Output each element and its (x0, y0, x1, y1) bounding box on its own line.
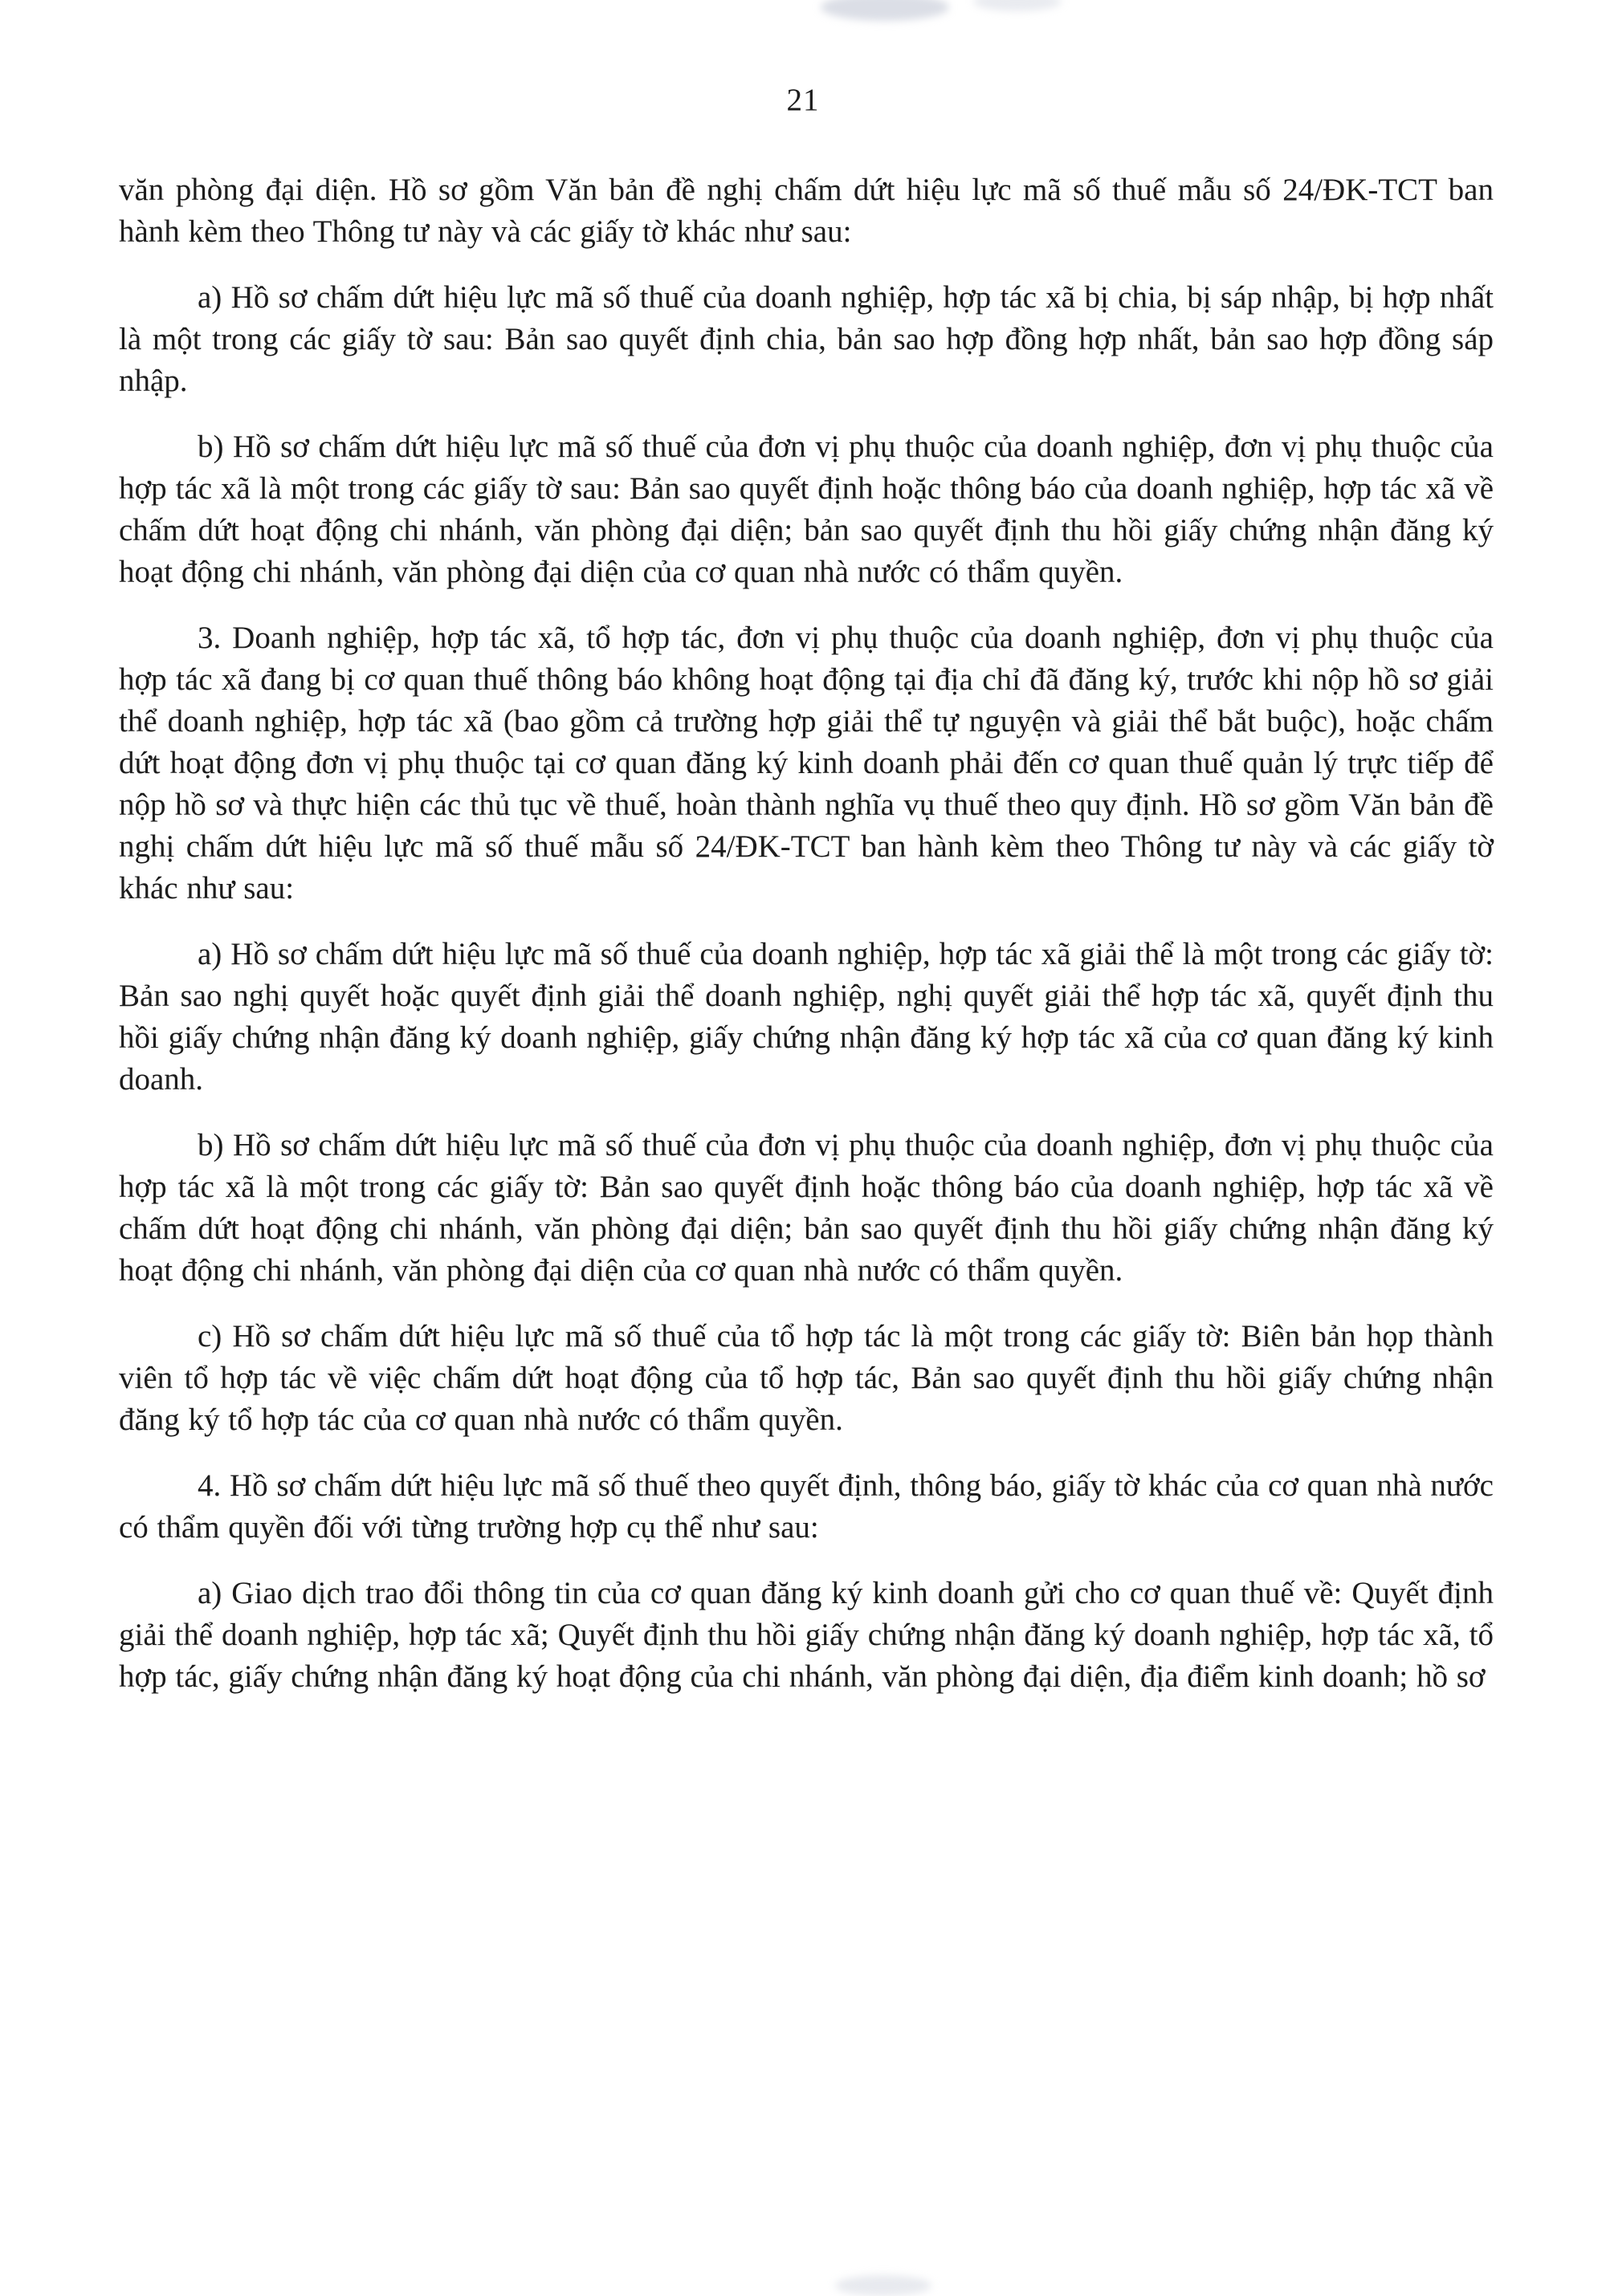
paragraph-clause-3: 3. Doanh nghiệp, hợp tác xã, tổ hợp tác, đơn vị phụ thuộc của doanh nghiệp, đơn vị phụ thuộc của hợp tác xã đang bị cơ quan thuế thông báo không hoạt động tại địa chỉ đã đăng ký, trước khi nộp hồ sơ giải thể doanh nghiệp, hợp tác xã (bao gồm cả trường hợp giải thể tự nguyện và giải thể bắt buộc), hoặc chấm dứt hoạt động đơn vị phụ thuộc tại cơ quan đăng ký kinh doanh phải đến cơ quan thuế quản lý trực tiếp để nộp hồ sơ và thực hiện các thủ tục về thuế, hoàn thành nghĩa vụ thuế theo quy định. Hồ sơ gồm Văn bản đề nghị chấm dứt hiệu lực mã số thuế mẫu số 24/ĐK-TCT ban hành kèm theo Thông tư này và các giấy tờ khác như sau: (119, 621, 1494, 906)
paragraph-3b: b) Hồ sơ chấm dứt hiệu lực mã số thuế của đơn vị phụ thuộc của doanh nghiệp, đơn vị phụ thuộc của hợp tác xã là một trong các giấy tờ: Bản sao quyết định hoặc thông báo của doanh nghiệp, hợp tác xã về chấm dứt hoạt động chi nhánh, văn phòng đại diện; bản sao quyết định thu hồi giấy chứng nhận đăng ký hoạt động chi nhánh, văn phòng đại diện của cơ quan nhà nước có thẩm quyền. (119, 1128, 1494, 1288)
paragraph-3a: a) Hồ sơ chấm dứt hiệu lực mã số thuế của doanh nghiệp, hợp tác xã giải thể là một trong các giấy tờ: Bản sao nghị quyết hoặc quyết định giải thể doanh nghiệp, nghị quyết giải thể hợp tác xã, quyết định thu hồi giấy chứng nhận đăng ký doanh nghiệp, giấy chứng nhận đăng ký hợp tác xã của cơ quan đăng ký kinh doanh. (119, 937, 1494, 1097)
paragraph-continuation: văn phòng đại diện. Hồ sơ gồm Văn bản đề nghị chấm dứt hiệu lực mã số thuế mẫu số 24/ĐK-TCT ban hành kèm theo Thông tư này và các giấy tờ khác như sau: (119, 173, 1494, 249)
paragraph-3c: c) Hồ sơ chấm dứt hiệu lực mã số thuế của tổ hợp tác là một trong các giấy tờ: Biên bản họp thành viên tổ hợp tác về việc chấm dứt hoạt động của tổ hợp tác, Bản sao quyết định thu hồi giấy chứng nhận đăng ký tổ hợp tác của cơ quan nhà nước có thẩm quyền. (119, 1319, 1494, 1437)
page-body (119, 169, 1494, 1698)
paragraph-clause-4: 4. Hồ sơ chấm dứt hiệu lực mã số thuế theo quyết định, thông báo, giấy tờ khác của cơ quan nhà nước có thẩm quyền đối với từng trường hợp cụ thể như sau: (119, 1468, 1494, 1545)
page-number (0, 0, 1606, 118)
paragraph-2a: a) Hồ sơ chấm dứt hiệu lực mã số thuế của doanh nghiệp, hợp tác xã bị chia, bị sáp nhập, bị hợp nhất là một trong các giấy tờ sau: Bản sao quyết định chia, bản sao hợp đồng hợp nhất, bản sao hợp đồng sáp nhập. (119, 280, 1494, 398)
paragraph-2b: b) Hồ sơ chấm dứt hiệu lực mã số thuế của đơn vị phụ thuộc của doanh nghiệp, đơn vị phụ thuộc của hợp tác xã là một trong các giấy tờ sau: Bản sao quyết định hoặc thông báo của doanh nghiệp, hợp tác xã về chấm dứt hoạt động chi nhánh, văn phòng đại diện; bản sao quyết định thu hồi giấy chứng nhận đăng ký hoạt động chi nhánh, văn phòng đại diện của cơ quan nhà nước có thẩm quyền. (119, 429, 1494, 589)
scan-artifact-smudge (835, 2275, 931, 2296)
paragraph-4a: a) Giao dịch trao đổi thông tin của cơ quan đăng ký kinh doanh gửi cho cơ quan thuế về: Quyết định giải thể doanh nghiệp, hợp tác xã; Quyết định thu hồi giấy chứng nhận đăng ký doanh nghiệp, hợp tác xã, tổ hợp tác, giấy chứng nhận đăng ký hoạt động của chi nhánh, văn phòng đại diện, địa điểm kinh doanh; hồ sơ (119, 1576, 1494, 1694)
page-number-value: 21 (786, 83, 820, 117)
